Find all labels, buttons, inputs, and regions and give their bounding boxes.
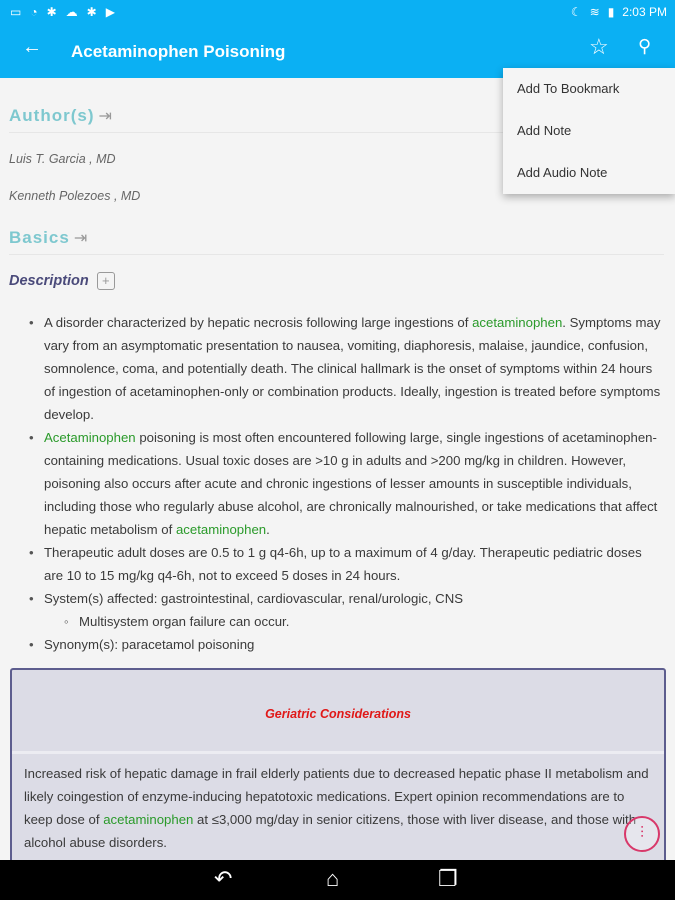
expand-plus-icon[interactable]: +	[97, 272, 115, 290]
clock: 2:03 PM	[622, 5, 667, 19]
list-item	[44, 311, 664, 426]
nav-back-icon[interactable]: ↶	[214, 866, 233, 891]
list-item	[44, 426, 664, 541]
notification-icon: ✱	[86, 5, 97, 19]
notification-icons	[10, 5, 115, 19]
expand-section-icon[interactable]: ⇥	[73, 230, 89, 247]
geriatric-title: Geriatric Considerations	[12, 670, 664, 754]
list-item	[44, 633, 664, 656]
text-segment: .	[266, 522, 270, 537]
status-bar	[0, 0, 675, 26]
menu-item-add-audio-note[interactable]: Add Audio Note	[517, 165, 608, 180]
settings-sliders-button[interactable]: ⫶	[624, 816, 660, 852]
search-icon[interactable]: ⚲	[638, 36, 652, 56]
divider	[9, 254, 664, 255]
text-segment: System(s) affected: gastrointestinal, cardiovascular, renal/urologic, CNS	[44, 591, 464, 606]
sub-list-item	[44, 610, 664, 633]
list-item	[44, 541, 664, 587]
author-name: Kenneth Polezoes , MD	[9, 189, 141, 203]
text-segment: Multisystem organ failure can occur.	[79, 614, 290, 629]
menu-item-add-bookmark[interactable]: Add To Bookmark	[517, 81, 620, 96]
drug-link[interactable]: acetaminophen	[175, 522, 267, 537]
description-list	[44, 311, 664, 656]
notification-icon: ▭	[10, 5, 22, 19]
text-segment: poisoning is most often encountered following large, single ingestions of acetaminophen-containing medications. Usual toxic doses are >10 g in adults and >200 mg/kg in children. However, poisoning also occurs after acute and chronic ingestions of lesser amounts in susceptible individuals, including those who regularly abuse alcohol, are chronically malnourished, or take medications that affect hepatic metabolism of	[44, 430, 658, 537]
back-arrow-icon[interactable]: ←	[22, 36, 42, 58]
text-segment: Therapeutic adult doses are 0.5 to 1 g q4-6h, up to a maximum of 4 g/day. Therapeutic pediatric doses are 10 to 15 mg/kg q4-6h, not to exceed 5 doses in 24 hours.	[44, 545, 642, 583]
battery-icon: ▮	[607, 5, 615, 19]
nav-home-icon[interactable]: ⌂	[326, 866, 340, 891]
page-title: Acetaminophen Poisoning	[71, 42, 286, 61]
list-item	[44, 587, 664, 610]
moon-icon: ☾	[570, 5, 582, 19]
nav-recents-icon[interactable]: ❐	[438, 866, 458, 891]
star-bookmark-icon[interactable]: ☆	[589, 34, 609, 59]
expand-section-icon[interactable]: ⇥	[98, 108, 113, 125]
author-name: Luis T. Garcia , MD	[9, 152, 116, 166]
text-segment: Synonym(s): paracetamol poisoning	[44, 637, 255, 652]
drug-link[interactable]: Acetaminophen	[44, 430, 136, 445]
geriatric-considerations-box	[10, 668, 666, 868]
menu-item-add-note[interactable]: Add Note	[517, 123, 572, 138]
description-header	[9, 272, 115, 290]
text-segment: at ≤3,000 mg/day in senior citizens, those with liver disease, and those with alcohol abuse disorders.	[24, 812, 637, 850]
text-segment: . Symptoms may vary from an asymptomatic presentation to nausea, vomiting, diaphoresis, malaise, jaundice, confusion, somnolence, coma, and potentially death. The clinical hallmark is the onset of symptoms within 24 hours of ingestion of acetaminophen-only or combination products. Ideally, ingestion is treated before symptoms develop.	[44, 315, 661, 422]
text-segment: Increased risk of hepatic damage in frail elderly patients due to decreased hepatic phase II metabolism and likely coingestion of enzyme-inducing hepatotoxic medications. Expert opinion recommendations are to keep dose of	[24, 766, 649, 827]
wifi-icon: ≋	[589, 5, 600, 19]
description-heading: Description	[9, 272, 89, 289]
basics-heading: Basics	[9, 228, 70, 247]
text-segment: A disorder characterized by hepatic necrosis following large ingestions of	[44, 315, 473, 330]
basics-section-header[interactable]	[9, 228, 88, 248]
drug-link[interactable]: acetaminophen	[103, 812, 194, 827]
authors-section-header[interactable]	[9, 106, 113, 126]
geriatric-text	[12, 754, 664, 862]
notification-icon: ◔	[30, 5, 38, 19]
notification-icon: ▶	[105, 5, 115, 19]
system-nav-bar	[0, 860, 675, 900]
notification-icon: ☁	[65, 5, 78, 19]
notification-icon: ✱	[46, 5, 57, 19]
drug-link[interactable]: acetaminophen	[472, 315, 563, 330]
overflow-menu	[503, 68, 675, 194]
authors-heading: Author(s)	[9, 106, 95, 125]
